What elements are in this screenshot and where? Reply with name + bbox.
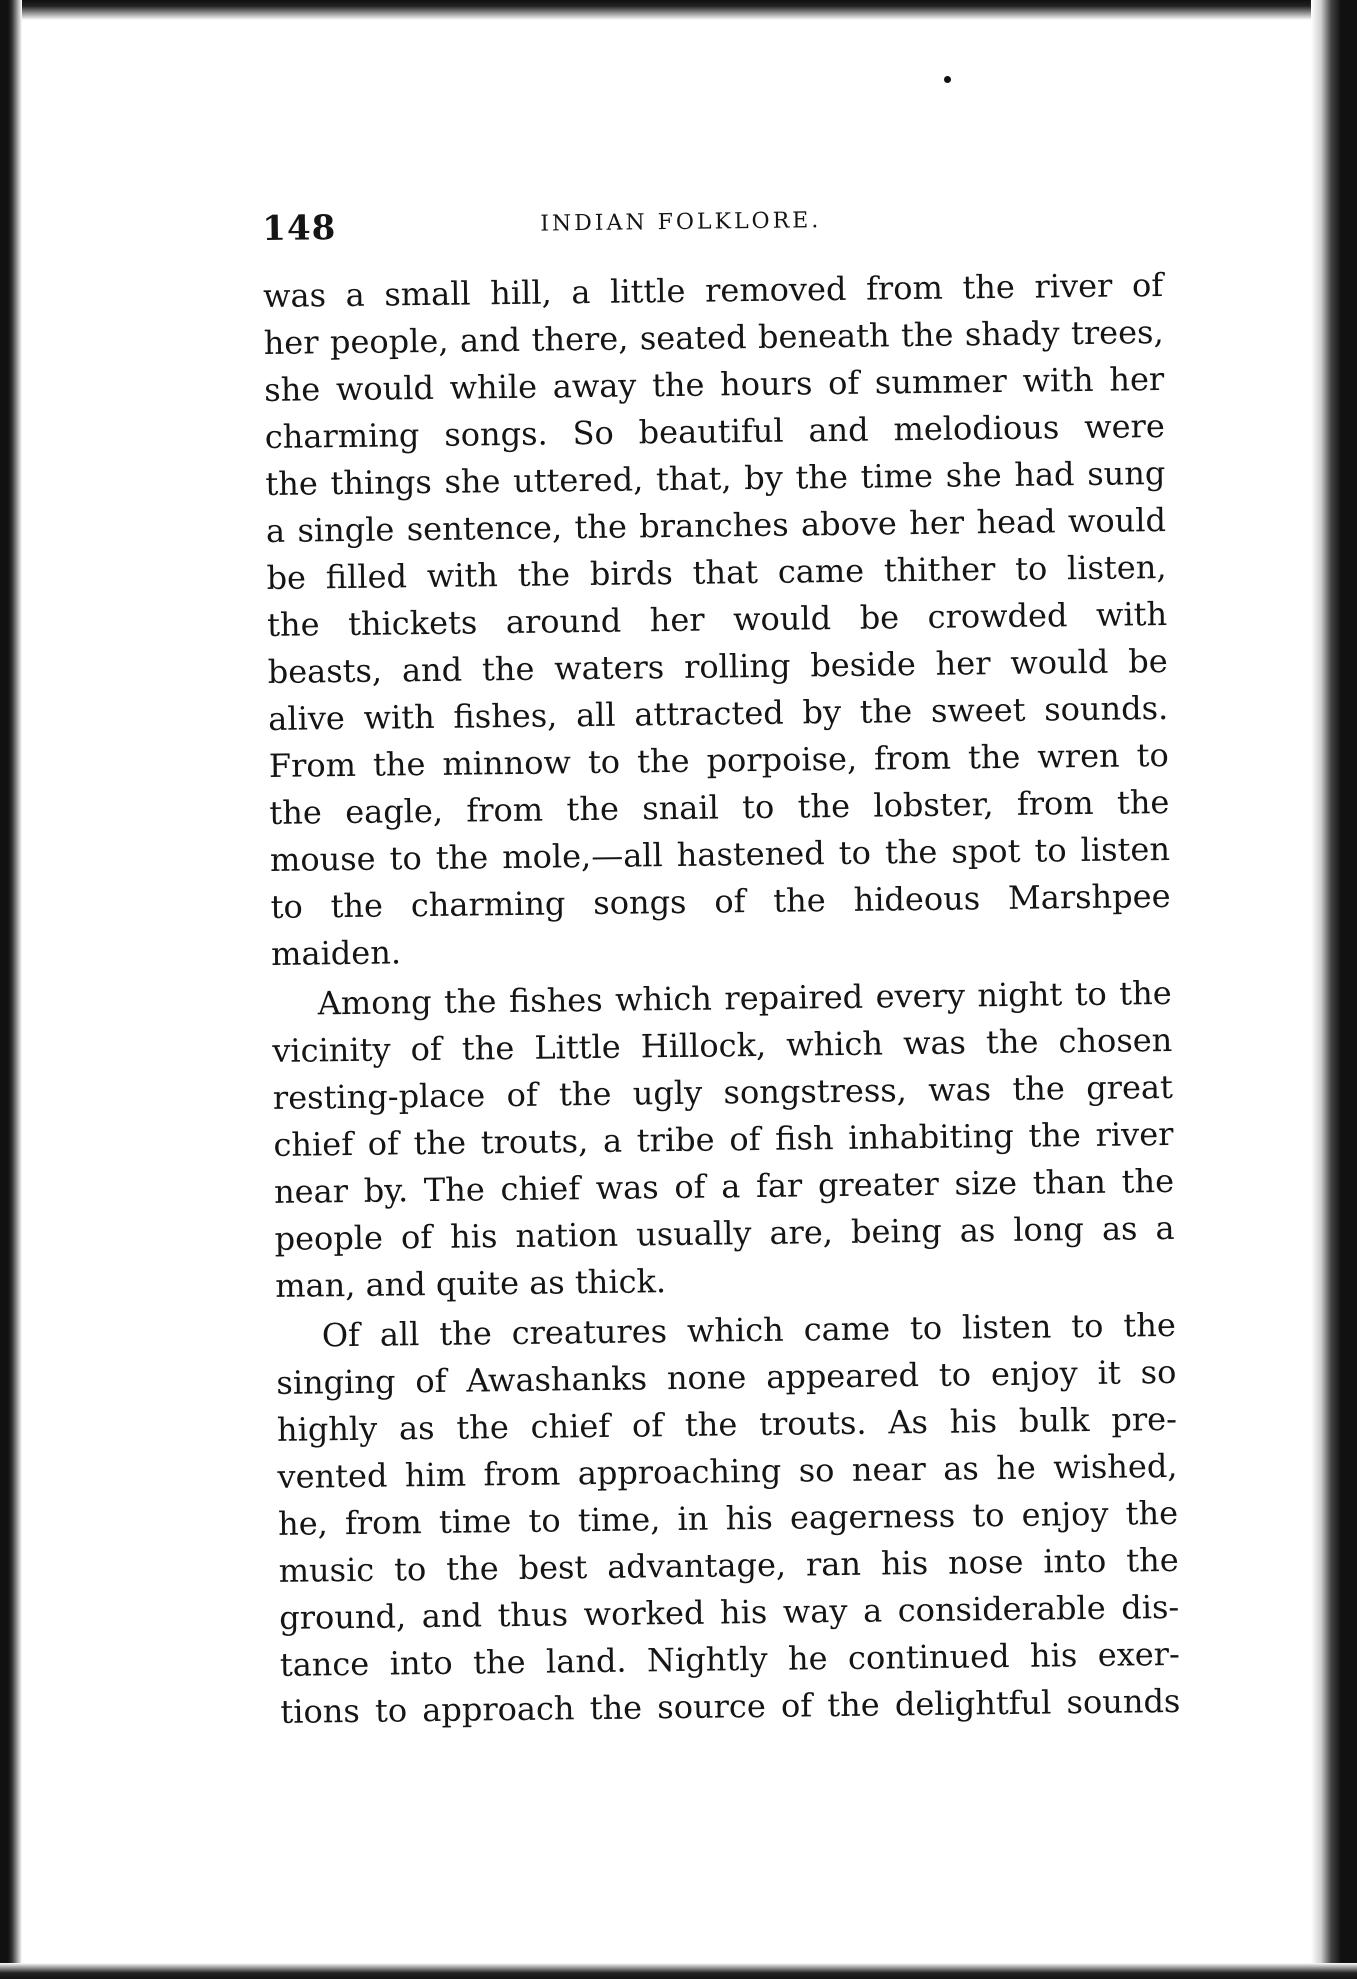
text-line: maiden. bbox=[270, 933, 402, 973]
text-line: beasts, and the waters rolling beside her would be bbox=[267, 641, 1168, 691]
text-line: alive with fishes, all attracted by the sweet sounds. bbox=[268, 688, 1169, 738]
text-line: she would while away the hours of summer with her bbox=[264, 359, 1165, 409]
text-line: chief of the trouts, a tribe of fish inhabiting the river bbox=[273, 1114, 1174, 1164]
text-line: be filled with the birds that came thither to listen, bbox=[266, 547, 1167, 597]
running-head: INDIAN FOLKLORE. bbox=[540, 208, 822, 237]
page-number: 148 bbox=[262, 208, 337, 249]
text-line: to the charming songs of the hideous Marshpee bbox=[270, 876, 1171, 926]
text-line: Among the fishes which repaired every night to the bbox=[317, 973, 1172, 1023]
text-line: the eagle, from the snail to the lobster, from the bbox=[269, 782, 1170, 832]
text-line: singing of Awashanks none appeared to enjoy it so bbox=[276, 1352, 1177, 1402]
text-line: a single sentence, the branches above her head would bbox=[265, 500, 1167, 550]
text-line: vented him from approaching so near as he wished, bbox=[277, 1446, 1178, 1496]
text-line: tions to approach the source of the delightful sounds bbox=[280, 1681, 1181, 1731]
paragraph bbox=[263, 262, 1172, 978]
scan-edge-top bbox=[0, 0, 1357, 20]
scan-edge-left bbox=[0, 0, 22, 1979]
text-line: the things she uttered, that, by the time she had sung bbox=[265, 453, 1166, 503]
text-line: charming songs. So beautiful and melodious were bbox=[264, 406, 1165, 456]
text-line: vicinity of the Little Hillock, which was the chosen bbox=[272, 1020, 1173, 1070]
text-line: tance into the land. Nightly he continued his exer- bbox=[279, 1634, 1181, 1684]
paragraph bbox=[271, 970, 1175, 1310]
text-line: near by. The chief was of a far greater size than the bbox=[273, 1161, 1175, 1211]
text-line: was a small hill, a little removed from the river of bbox=[262, 265, 1164, 315]
text-line: her people, and there, seated beneath the shady trees, bbox=[263, 312, 1164, 362]
book-page bbox=[262, 194, 1201, 1805]
text-line: the thickets around her would be crowded with bbox=[266, 594, 1168, 644]
text-line: man, and quite as thick. bbox=[274, 1262, 667, 1305]
paragraph bbox=[276, 1302, 1181, 1736]
ink-speck bbox=[944, 76, 951, 83]
text-line: From the minnow to the porpoise, from the wren to bbox=[268, 735, 1170, 785]
text-line: music to the best advantage, ran his nose into the bbox=[278, 1540, 1179, 1590]
scan-edge-right bbox=[1311, 0, 1357, 1979]
text-line: resting-place of the ugly songstress, was the great bbox=[272, 1067, 1174, 1117]
text-line: highly as the chief of the trouts. As his bulk pre- bbox=[276, 1399, 1178, 1449]
scan-edge-bottom bbox=[0, 1963, 1357, 1979]
text-line: ground, and thus worked his way a considerable dis- bbox=[279, 1587, 1180, 1637]
body-text bbox=[263, 262, 1181, 1736]
text-line: mouse to the mole,—all hastened to the spot to listen bbox=[269, 829, 1171, 879]
page-header bbox=[262, 194, 1163, 261]
text-line: he, from time to time, in his eagerness to enjoy the bbox=[277, 1493, 1179, 1543]
text-line: Of all the creatures which came to listen to the bbox=[321, 1305, 1176, 1355]
text-line: people of his nation usually are, being as long as a bbox=[274, 1208, 1175, 1258]
